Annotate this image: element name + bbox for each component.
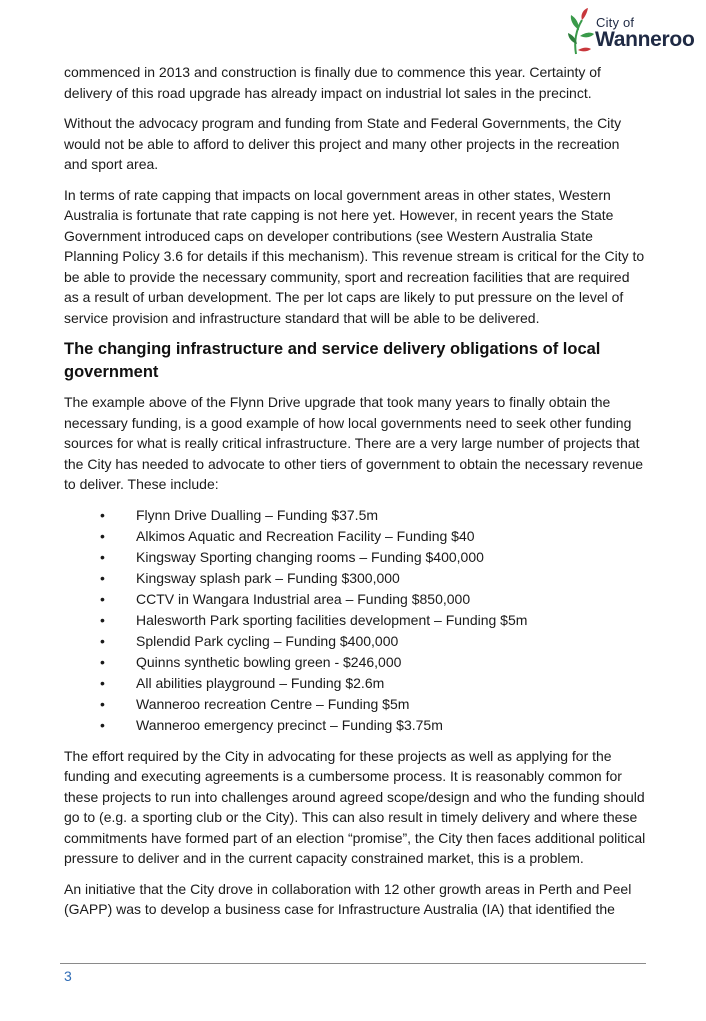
list-item [64,694,646,715]
bullet-icon: • [100,548,105,565]
paragraph: commenced in 2013 and construction is finally due to commence this year. Certainty of delivery of this road upgrade has already impact on industrial lot sales in the precinct. [64,64,601,101]
bullet-icon: • [100,590,105,607]
bullet-icon: • [100,632,105,649]
bullet-icon: • [100,569,105,586]
bullet-icon: • [100,506,105,523]
list-item-text: Quinns synthetic bowling green - $246,000 [136,653,402,670]
list-item [64,526,646,547]
list-item-text: All abilities playground – Funding $2.6m [136,674,385,691]
document-body [64,62,646,930]
paragraph: Without the advocacy program and funding from State and Federal Governments, the City would not be able to afford to deliver this project and many other projects in the recreation and sport area. [64,115,622,172]
bullet-icon: • [100,611,105,628]
list-item [64,610,646,631]
list-item-text: Kingsway Sporting changing rooms – Funding $400,000 [136,548,484,565]
list-item [64,652,646,673]
list-item-text: CCTV in Wangara Industrial area – Funding $850,000 [136,590,471,607]
leaf-mark-icon [566,6,598,58]
project-list [64,505,646,736]
paragraph-intro: The example above of the Flynn Drive upgrade that took many years to finally obtain the necessary funding, is a good example of how local governments need to seek other funding sources for what is really critical infrastructure. There are a very large number of projects that the City has needed to advocate to other tiers of government to obtain the necessary revenue to deliver. These include: [64,394,644,492]
paragraph: An initiative that the City drove in collaboration with 12 other growth areas in Perth and Peel (GAPP) was to develop a business case for Infrastructure Australia (IA) that identified the [64,880,632,917]
paragraph: In terms of rate capping that impacts on local government areas in other states, Western Australia is fortunate that rate capping is not here yet. However, in recent years the State Government introduced caps on developer contributions (see Western Australia State Planning Policy 3.6 for details if this mechanism). This revenue stream is critical for the City to be able to provide the necessary community, sport and recreation facilities that are required as a result of urban development. The per lot caps are likely to put pressure on the level of service provision and infrastructure standard that will be able to be delivered. [64,186,645,326]
list-item-text: Wanneroo emergency precinct – Funding $3.75m [136,716,443,733]
list-item-text: Flynn Drive Dualling – Funding $37.5m [136,506,379,523]
list-item-text: Wanneroo recreation Centre – Funding $5m [136,695,410,712]
bullet-icon: • [100,716,105,733]
list-item-text: Kingsway splash park – Funding $300,000 [136,569,400,586]
bullet-icon: • [100,674,105,691]
list-item [64,673,646,694]
list-item-text: Alkimos Aquatic and Recreation Facility – Funding $40 [136,527,475,544]
list-item [64,715,646,736]
logo-text-big: Wanneroo [595,28,695,51]
bullet-icon: • [100,653,105,670]
logo-text-small: City of [596,15,635,30]
list-item [64,547,646,568]
list-item [64,568,646,589]
bullet-icon: • [100,527,105,544]
list-item-text: Splendid Park cycling – Funding $400,000 [136,632,399,649]
list-item [64,505,646,526]
paragraph: The effort required by the City in advocating for these projects as well as applying for the funding and executing agreements is a cumbersome process. It is reasonably common for these projects to run into challenges around agreed scope/design and who the funding should go to (e.g. a sporting club or the City). This can also result in timely delivery and where these commitments have formed part of an election “promise”, the City then faces additional political pressure to deliver and in the current capacity constrained market, this is a problem. [64,747,646,866]
section-heading: The changing infrastructure and service delivery obligations of local government [64,340,601,381]
list-item [64,589,646,610]
footer-divider [60,963,646,964]
list-item [64,631,646,652]
bullet-icon: • [100,695,105,712]
page-number: 3 [64,968,72,984]
list-item-text: Halesworth Park sporting facilities development – Funding $5m [136,611,528,628]
city-of-wanneroo-logo [566,6,698,58]
